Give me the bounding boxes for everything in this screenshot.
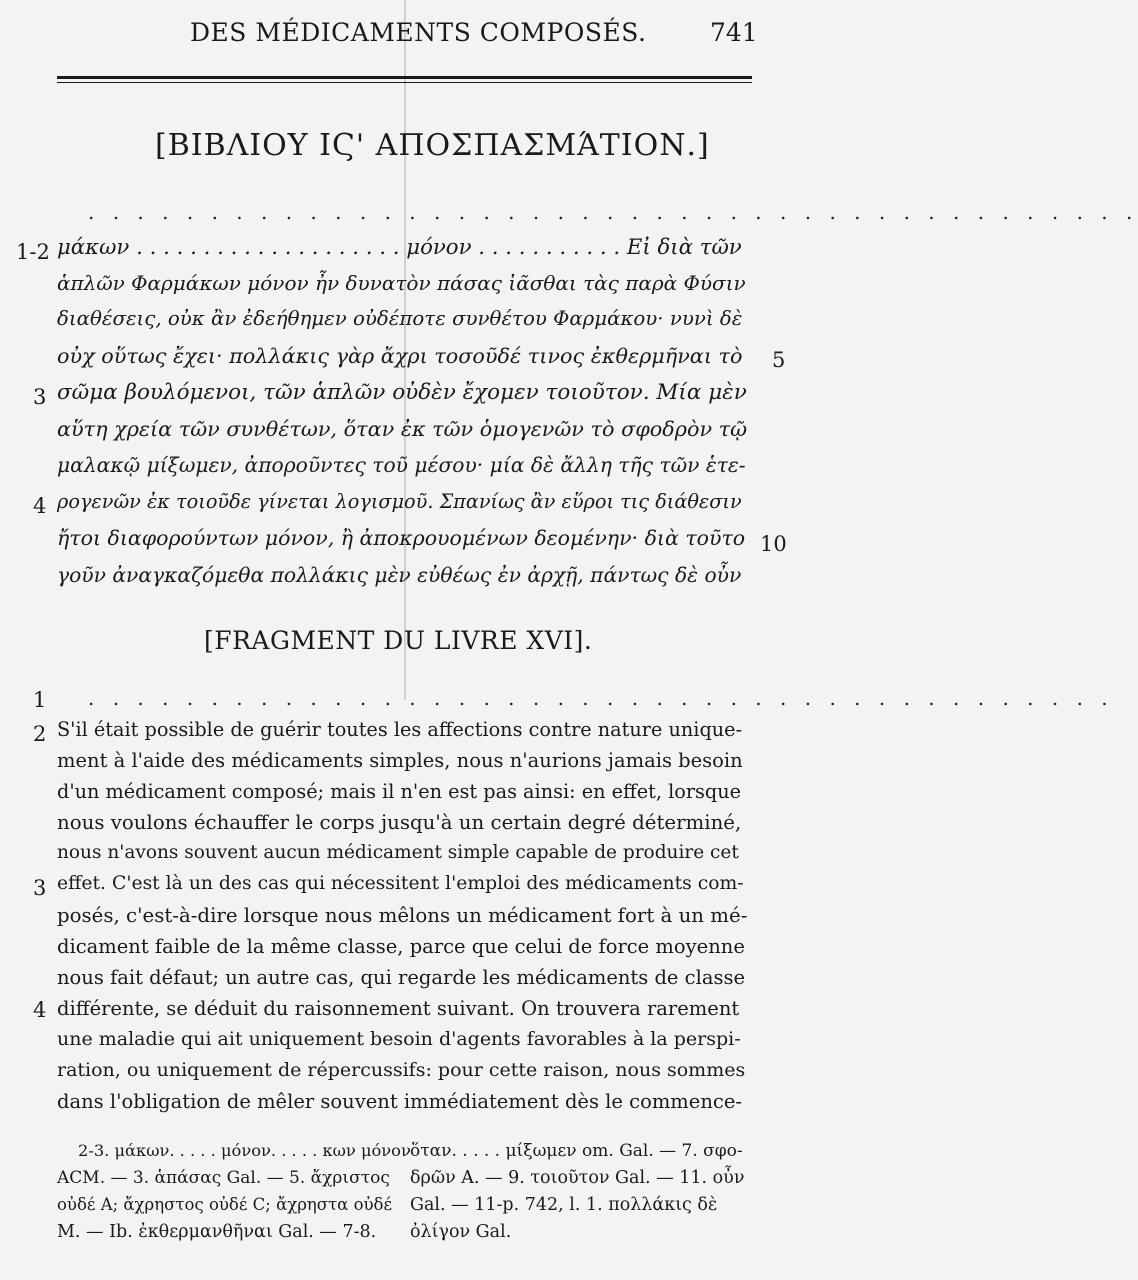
french-margin-number: 3	[33, 876, 47, 900]
footnote-line: ὀλίγον Gal.	[410, 1222, 512, 1242]
french-margin-number: 4	[33, 998, 47, 1022]
french-text-line: ment à l'aide des médicaments simples, nous n'aurions jamais besoin	[57, 749, 743, 772]
greek-text-line: διαθέσεις, οὐκ ἂν ἐδεήθημεν οὐδέποτε συνθέτου Φαρμάκου· νυνὶ δὲ	[57, 307, 743, 330]
french-text-line: ration, ou uniquement de répercussifs: pour cette raison, nous sommes	[57, 1059, 746, 1081]
footnote-line: δρῶν A. — 9. τοιοῦτον Gal. — 11. οὖν	[410, 1168, 745, 1188]
french-text-line: dicament faible de la même classe, parce que celui de force moyenne	[57, 935, 745, 958]
greek-line-number: 5	[772, 348, 786, 372]
greek-text-line: ἁπλῶν Φαρμάκων μόνον ἦν δυνατὸν πάσας ἰᾶσθαι τὰς παρὰ Φύσιν	[57, 271, 746, 295]
greek-text-line: μάκων . . . . . . . . . . . . . . . . . . . . μόνον . . . . . . . . . . . Εἰ διὰ τῶν	[57, 235, 742, 260]
french-text-line: dans l'obligation de mêler souvent immédiatement dès le commence-	[57, 1090, 742, 1113]
greek-text-line: ἤτοι διαφορούντων μόνον, ἢ ἀποκρουομένων δεομένην· διὰ τοῦτο	[57, 526, 746, 550]
greek-text-line: σῶμα βουλόμενοι, τῶν ἁπλῶν οὐδὲν ἔχομεν τοιοῦτον. Μία μὲν	[57, 380, 747, 405]
greek-text-line: οὐχ οὕτως ἔχει· πολλάκις γὰρ ἄχρι τοσοῦδέ τινος ἐκθερμῆναι τὸ	[57, 344, 743, 368]
footnote-line: 2-3. μάκων. . . . . μόνον. . . . . κων μόνον	[78, 1141, 411, 1160]
footnote-line: ACM. — 3. ἁπάσας Gal. — 5. ἄχριστος	[57, 1168, 390, 1188]
french-text-line: S'il était possible de guérir toutes les affections contre nature unique-	[57, 718, 743, 741]
french-margin-number: 2	[33, 722, 47, 746]
greek-margin-number: 3	[33, 385, 47, 409]
french-section-title: [FRAGMENT DU LIVRE XVI].	[204, 626, 593, 655]
footnote-line: M. — Ib. ἐκθερμανθῆναι Gal. — 7-8.	[57, 1222, 377, 1242]
french-dotted-leader: . . . . . . . . . . . . . . . . . . . . . . . . . . . . . . . . . . . . . . . . . .	[88, 686, 1114, 710]
header-rule-thin	[57, 82, 752, 83]
greek-margin-number: 1-2	[16, 240, 50, 264]
greek-text-line: ρογενῶν ἐκ τοιοῦδε γίνεται λογισμοῦ. Σπανίως ἂν εὕροι τις διάθεσιν	[57, 490, 742, 513]
french-text-line: d'un médicament composé; mais il n'en est pas ainsi: en effet, lorsque	[57, 780, 742, 803]
greek-dotted-leader: . . . . . . . . . . . . . . . . . . . . . . . . . . . . . . . . . . . . . . . . . . .	[88, 200, 1138, 224]
footnote-line: οὐδέ A; ἄχρηστος οὐδέ C; ἄχρηστα οὐδέ	[57, 1195, 393, 1214]
running-title: DES MÉDICAMENTS COMPOSÉS.	[190, 18, 647, 47]
greek-text-line: αὕτη χρεία τῶν συνθέτων, ὅταν ἐκ τῶν ὁμογενῶν τὸ σφοδρὸν τῷ	[57, 417, 748, 441]
french-text-line: effet. C'est là un des cas qui nécessitent l'emploi des médicaments com-	[57, 873, 744, 894]
french-text-line: nous voulons échauffer le corps jusqu'à un certain degré déterminé,	[57, 811, 742, 834]
greek-text-line: γοῦν ἀναγκαζόμεθα πολλάκις μὲν εὐθέως ἐν ἀρχῇ, πάντως δὲ οὖν	[57, 563, 742, 587]
greek-text-line: μαλακῷ μίξωμεν, ἀποροῦντες τοῦ μέσου· μία δὲ ἄλλη τῆς τῶν ἑτε-	[57, 453, 746, 477]
page-number: 741	[710, 18, 758, 47]
footnote-line: Gal. — 11-p. 742, l. 1. πολλάκις δὲ	[410, 1195, 718, 1215]
greek-section-title: [ΒΙΒΛΙΟΥ ΙϚ' ΑΠΟΣΠΑΣΜΆΤΙΟΝ.]	[155, 128, 710, 163]
french-text-line: nous fait défaut; un autre cas, qui regarde les médicaments de classe	[57, 966, 746, 989]
header-rule-thick	[57, 76, 752, 79]
greek-margin-number: 4	[33, 494, 47, 518]
french-text-line: nous n'avons souvent aucun médicament simple capable de produire cet	[57, 842, 739, 863]
french-margin-number: 1	[33, 688, 47, 712]
greek-line-number: 10	[760, 532, 787, 556]
french-text-line: différente, se déduit du raisonnement suivant. On trouvera rarement	[57, 997, 740, 1020]
french-text-line: posés, c'est-à-dire lorsque nous mêlons un médicament fort à un mé-	[57, 904, 748, 927]
footnote-line: ὅταν. . . . . μίξωμεν om. Gal. — 7. σφο-	[410, 1141, 743, 1161]
french-text-line: une maladie qui ait uniquement besoin d'agents favorables à la perspi-	[57, 1028, 741, 1050]
